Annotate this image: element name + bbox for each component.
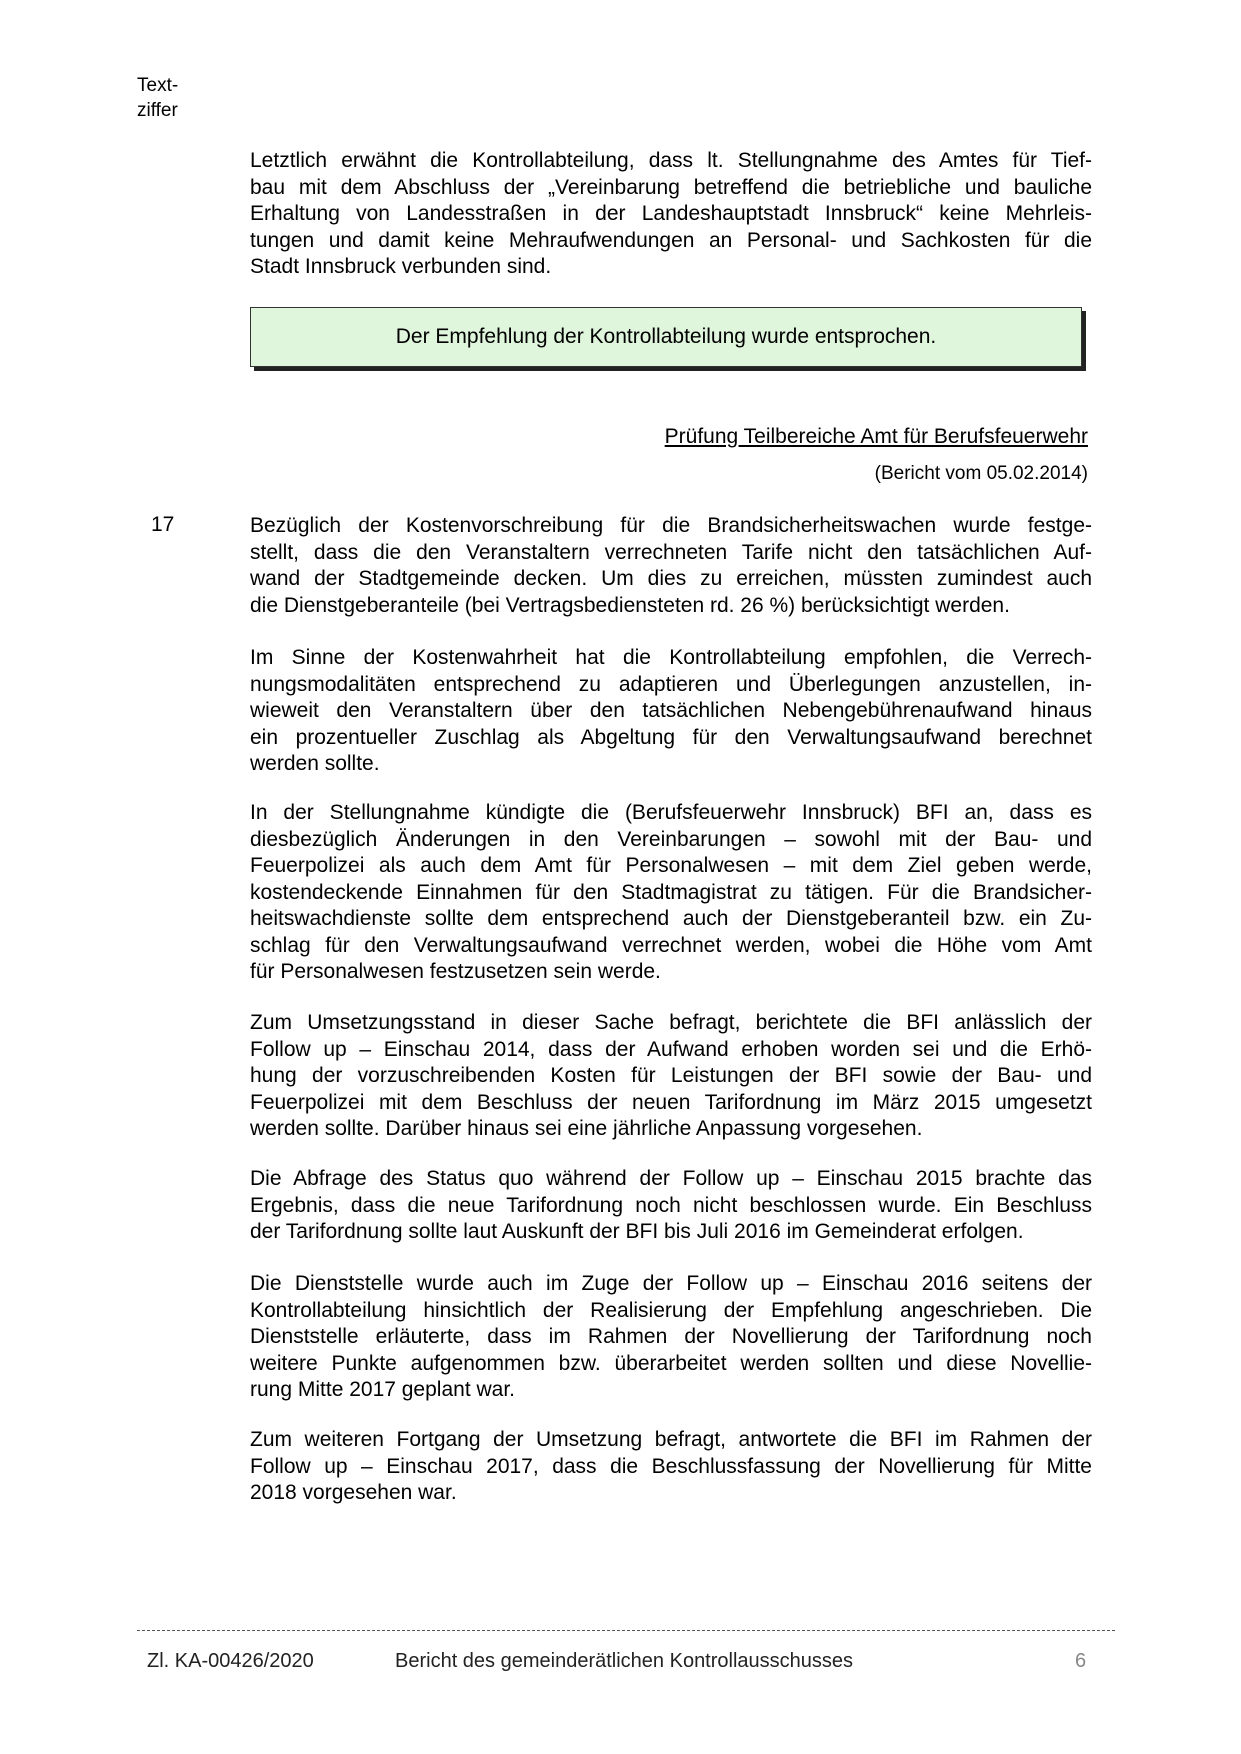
text-line: Die Dienststelle wurde auch im Zuge der Follow up – Einschau 2016 seitens der xyxy=(250,1272,1092,1295)
text-line: tungen und damit keine Mehraufwendungen an Personal- und Sachkosten für die xyxy=(250,228,1092,252)
text-line: für Personalwesen festzusetzen sein werde. xyxy=(250,960,661,983)
text-line: Follow up – Einschau 2017, dass die Beschlussfassung der Novellierung für Mitte xyxy=(250,1454,1092,1478)
paragraph-2 xyxy=(250,645,1092,778)
text-line: Ergebnis, dass die neue Tarifordnung noch nicht beschlossen wurde. Ein Beschluss xyxy=(250,1193,1092,1217)
text-line: wand der Stadtgemeinde decken. Um dies zu erreichen, müssten zumindest auch xyxy=(250,567,1092,590)
text-line: werden sollte. xyxy=(250,752,380,775)
footer-reference: Zl. KA-00426/2020 xyxy=(147,1650,314,1672)
footer-divider xyxy=(137,1630,1115,1631)
text-line: Zum weiteren Fortgang der Umsetzung befragt, antwortete die BFI im Rahmen der xyxy=(250,1428,1092,1451)
text-line: werden sollte. Darüber hinaus sei eine jährliche Anpassung vorgesehen. xyxy=(250,1117,923,1140)
text-line: rung Mitte 2017 geplant war. xyxy=(250,1378,516,1401)
intro-paragraph xyxy=(250,148,1092,281)
margin-label xyxy=(137,73,178,123)
text-line: die Dienstgeberanteile (bei Vertragsbediensteten rd. 26 %) berücksichtigt werden. xyxy=(250,593,1010,617)
text-line: stellt, dass die den Veranstaltern verrechneten Tarife nicht den tatsächlichen Auf- xyxy=(250,540,1092,564)
text-line: Im Sinne der Kostenwahrheit hat die Kontrollabteilung empfohlen, die Verrech- xyxy=(250,646,1092,669)
text-line: Zum Umsetzungsstand in dieser Sache befragt, berichtete die BFI anlässlich der xyxy=(250,1011,1092,1034)
text-line: Kontrollabteilung hinsichtlich der Realisierung der Empfehlung angeschrieben. Die xyxy=(250,1298,1092,1322)
margin-label-line-1: Text- xyxy=(137,75,179,96)
paragraph-4 xyxy=(250,1010,1092,1143)
text-line: weitere Punkte aufgenommen bzw. überarbeitet werden sollten und diese Novellie- xyxy=(250,1351,1092,1375)
text-line: wieweit den Veranstaltern über den tatsächlichen Nebengebührenaufwand hinaus xyxy=(250,699,1092,722)
paragraph-5 xyxy=(250,1166,1092,1246)
text-line: In der Stellungnahme kündigte die (Berufsfeuerwehr Innsbruck) BFI an, dass es xyxy=(250,801,1092,824)
text-line: bau mit dem Abschluss der „Vereinbarung betreffend die betriebliche und bauliche xyxy=(250,175,1092,199)
section-subheading: (Bericht vom 05.02.2014) xyxy=(874,463,1088,484)
paragraph-3 xyxy=(250,800,1092,986)
recommendation-status-box xyxy=(250,307,1082,367)
recommendation-status-text: Der Empfehlung der Kontrollabteilung wurde entsprochen. xyxy=(395,325,937,348)
text-line: Bezüglich der Kostenvorschreibung für die Brandsicherheitswachen wurde festge- xyxy=(250,514,1092,537)
paragraph-1 xyxy=(250,513,1092,619)
paragraph-7 xyxy=(250,1427,1092,1507)
textziffer-number: 17 xyxy=(151,513,175,536)
text-line: Dienststelle erläuterte, dass im Rahmen der Novellierung der Tarifordnung noch xyxy=(250,1325,1092,1348)
text-line: hung der vorzuschreibenden Kosten für Leistungen der BFI sowie der Bau- und xyxy=(250,1064,1092,1087)
paragraph-6 xyxy=(250,1271,1092,1404)
margin-label-line-2: ziffer xyxy=(137,100,178,121)
text-line: diesbezüglich Änderungen in den Vereinbarungen – sowohl mit der Bau- und xyxy=(250,827,1092,851)
text-line: ein prozentueller Zuschlag als Abgeltung für den Verwaltungsaufwand berechnet xyxy=(250,725,1092,749)
text-line: kostendeckende Einnahmen für den Stadtmagistrat zu tätigen. Für die Brandsicher- xyxy=(250,880,1092,904)
text-line: Feuerpolizei als auch dem Amt für Personalwesen – mit dem Ziel geben werde, xyxy=(250,854,1092,877)
text-line: Die Abfrage des Status quo während der Follow up – Einschau 2015 brachte das xyxy=(250,1167,1092,1190)
text-line: Follow up – Einschau 2014, dass der Aufwand erhoben worden sei und die Erhö- xyxy=(250,1037,1092,1061)
text-line: Erhaltung von Landesstraßen in der Landeshauptstadt Innsbruck“ keine Mehrleis- xyxy=(250,202,1092,225)
text-line: Stadt Innsbruck verbunden sind. xyxy=(250,255,552,278)
text-line: heitswachdienste sollte dem entsprechend auch der Dienstgeberanteil bzw. ein Zu- xyxy=(250,907,1092,930)
text-line: der Tarifordnung sollte laut Auskunft der BFI bis Juli 2016 im Gemeinderat erfolgen. xyxy=(250,1220,1024,1243)
text-line: Letztlich erwähnt die Kontrollabteilung, dass lt. Stellungnahme des Amtes für Tief- xyxy=(250,149,1092,172)
text-line: 2018 vorgesehen war. xyxy=(250,1481,457,1504)
page-number: 6 xyxy=(1075,1650,1087,1672)
text-line: schlag für den Verwaltungsaufwand verrechnet werden, wobei die Höhe vom Amt xyxy=(250,933,1092,957)
text-line: nungsmodalitäten entsprechend zu adaptieren und Überlegungen anzustellen, in- xyxy=(250,672,1092,696)
text-line: Feuerpolizei mit dem Beschluss der neuen Tarifordnung im März 2015 umgesetzt xyxy=(250,1090,1092,1114)
section-heading: Prüfung Teilbereiche Amt für Berufsfeuerwehr xyxy=(664,425,1088,448)
footer-title: Bericht des gemeinderätlichen Kontrollausschusses xyxy=(395,1650,854,1672)
